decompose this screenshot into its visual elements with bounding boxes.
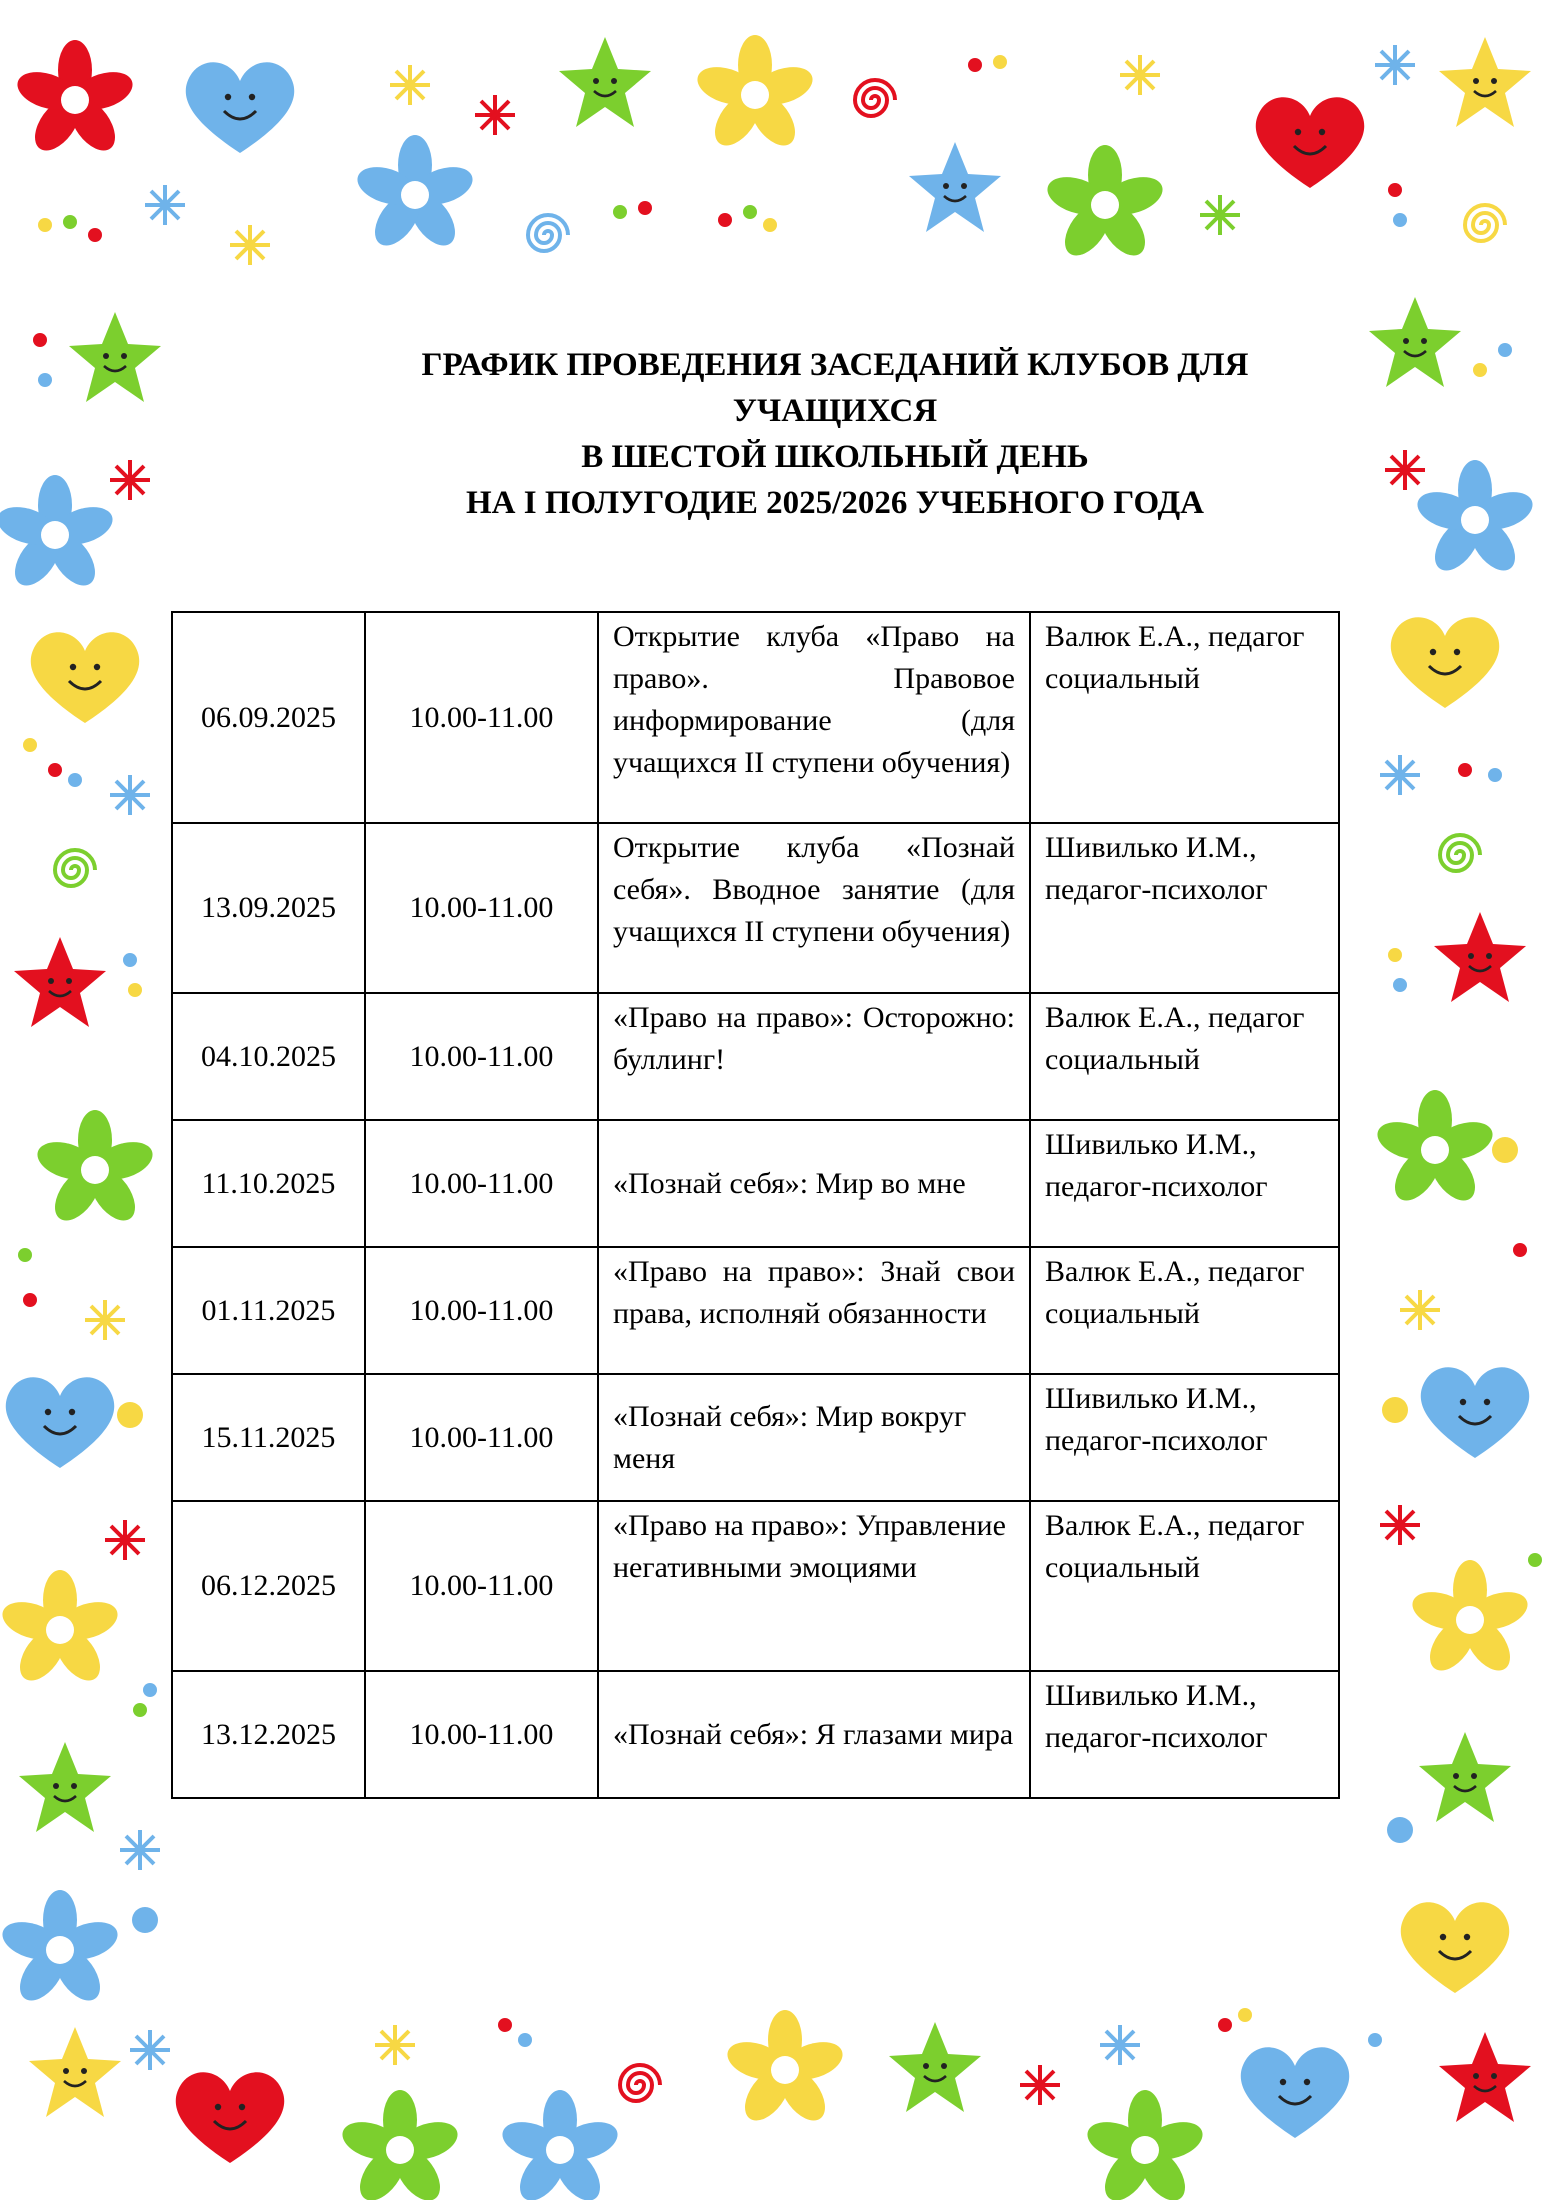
date-cell: 13.12.2025	[172, 1671, 365, 1798]
sparkle-icon	[1375, 45, 1415, 85]
heart-icon	[186, 62, 294, 153]
flower-icon	[1043, 145, 1168, 264]
heart-icon	[1401, 1902, 1509, 1993]
time-cell: 10.00-11.00	[365, 823, 598, 993]
flower-icon	[1083, 2090, 1208, 2200]
responsible-cell: Валюк Е.А., педагог социальный	[1030, 612, 1339, 823]
page-title	[310, 342, 1360, 526]
time-cell: 10.00-11.00	[365, 612, 598, 823]
sparkle-icon	[145, 185, 185, 225]
sparkle-icon	[1400, 1290, 1440, 1330]
sparkle-icon	[390, 65, 430, 105]
table-row	[172, 1374, 1339, 1501]
sparkle-icon	[1020, 2065, 1060, 2105]
heart-icon	[1241, 2047, 1349, 2138]
star-icon	[69, 312, 161, 402]
sparkle-icon	[475, 95, 515, 135]
responsible-cell: Шивилько И.М., педагог-психолог	[1030, 1671, 1339, 1798]
table-row	[172, 993, 1339, 1120]
swirl-icon	[855, 80, 895, 116]
swirl-icon	[620, 2065, 660, 2101]
sparkle-icon	[130, 2030, 170, 2070]
flower-icon	[338, 2090, 463, 2200]
heart-icon	[1391, 617, 1499, 708]
heart-icon	[1256, 97, 1364, 188]
sparkle-icon	[110, 460, 150, 500]
time-cell: 10.00-11.00	[365, 1671, 598, 1798]
flower-icon	[13, 40, 138, 159]
flower-icon	[1408, 1560, 1533, 1679]
time-cell: 10.00-11.00	[365, 1120, 598, 1247]
flower-icon	[0, 1570, 122, 1689]
table-row	[172, 1247, 1339, 1374]
star-icon	[559, 37, 651, 127]
star-icon	[1434, 912, 1526, 1002]
title-line: НА I ПОЛУГОДИЕ 2025/2026 УЧЕБНОГО ГОДА	[465, 485, 1205, 521]
table-row	[172, 612, 1339, 823]
sparkle-icon	[230, 225, 270, 265]
schedule-table	[171, 611, 1340, 1799]
topic-cell: Открытие клуба «Право на право». Правовое информирование (для учащихся II ступени обучения)	[598, 612, 1030, 823]
flower-icon	[498, 2090, 623, 2200]
flower-icon	[33, 1110, 158, 1229]
time-cell: 10.00-11.00	[365, 1374, 598, 1501]
time-cell: 10.00-11.00	[365, 1501, 598, 1671]
topic-cell: Открытие клуба «Познай себя». Вводное занятие (для учащихся II ступени обучения)	[598, 823, 1030, 993]
heart-icon	[6, 1377, 114, 1468]
responsible-cell: Шивилько И.М., педагог-психолог	[1030, 823, 1339, 993]
topic-cell: «Познай себя»: Мир во мне	[598, 1120, 1030, 1247]
sparkle-icon	[120, 1830, 160, 1870]
table-row	[172, 1671, 1339, 1798]
star-icon	[1419, 1732, 1511, 1822]
responsible-cell: Валюк Е.А., педагог социальный	[1030, 1501, 1339, 1671]
title-line: В ШЕСТОЙ ШКОЛЬНЫЙ ДЕНЬ	[581, 439, 1089, 475]
flower-icon	[1413, 460, 1538, 579]
topic-cell: «Познай себя»: Мир вокруг меня	[598, 1374, 1030, 1501]
title-line: ГРАФИК ПРОВЕДЕНИЯ ЗАСЕДАНИЙ КЛУБОВ ДЛЯ	[421, 347, 1249, 383]
heart-icon	[176, 2072, 284, 2163]
sparkle-icon	[1385, 450, 1425, 490]
star-icon	[29, 2027, 121, 2117]
sparkle-icon	[85, 1300, 125, 1340]
sparkle-icon	[1100, 2025, 1140, 2065]
time-cell: 10.00-11.00	[365, 993, 598, 1120]
sparkle-icon	[1380, 755, 1420, 795]
date-cell: 11.10.2025	[172, 1120, 365, 1247]
topic-cell: «Право на право»: Управление негативными эмоциями	[598, 1501, 1030, 1671]
heart-icon	[31, 632, 139, 723]
date-cell: 06.12.2025	[172, 1501, 365, 1671]
sparkle-icon	[1200, 195, 1240, 235]
star-icon	[14, 937, 106, 1027]
flower-icon	[723, 2010, 848, 2129]
swirl-icon	[528, 215, 568, 251]
sparkle-icon	[105, 1520, 145, 1560]
table-row	[172, 823, 1339, 993]
responsible-cell: Валюк Е.А., педагог социальный	[1030, 1247, 1339, 1374]
date-cell: 13.09.2025	[172, 823, 365, 993]
flower-icon	[693, 35, 818, 154]
date-cell: 01.11.2025	[172, 1247, 365, 1374]
sparkle-icon	[110, 775, 150, 815]
star-icon	[1439, 37, 1531, 127]
star-icon	[889, 2022, 981, 2112]
table-row	[172, 1501, 1339, 1671]
swirl-icon	[55, 850, 95, 886]
star-icon	[909, 142, 1001, 232]
star-icon	[1369, 297, 1461, 387]
star-icon	[1439, 2032, 1531, 2122]
time-cell: 10.00-11.00	[365, 1247, 598, 1374]
swirl-icon	[1440, 835, 1480, 871]
swirl-icon	[1465, 205, 1505, 241]
flower-icon	[0, 475, 117, 594]
topic-cell: «Право на право»: Осторожно: буллинг!	[598, 993, 1030, 1120]
responsible-cell: Шивилько И.М., педагог-психолог	[1030, 1374, 1339, 1501]
responsible-cell: Валюк Е.А., педагог социальный	[1030, 993, 1339, 1120]
heart-icon	[1421, 1367, 1529, 1458]
sparkle-icon	[1120, 55, 1160, 95]
responsible-cell: Шивилько И.М., педагог-психолог	[1030, 1120, 1339, 1247]
flower-icon	[1373, 1090, 1498, 1209]
star-icon	[19, 1742, 111, 1832]
table-row	[172, 1120, 1339, 1247]
flower-icon	[0, 1890, 122, 2009]
sparkle-icon	[375, 2025, 415, 2065]
date-cell: 15.11.2025	[172, 1374, 365, 1501]
date-cell: 04.10.2025	[172, 993, 365, 1120]
topic-cell: «Познай себя»: Я глазами мира	[598, 1671, 1030, 1798]
topic-cell: «Право на право»: Знай свои права, исполняй обязанности	[598, 1247, 1030, 1374]
title-line: УЧАЩИХСЯ	[732, 393, 938, 429]
date-cell: 06.09.2025	[172, 612, 365, 823]
sparkle-icon	[1380, 1505, 1420, 1545]
flower-icon	[353, 135, 478, 254]
